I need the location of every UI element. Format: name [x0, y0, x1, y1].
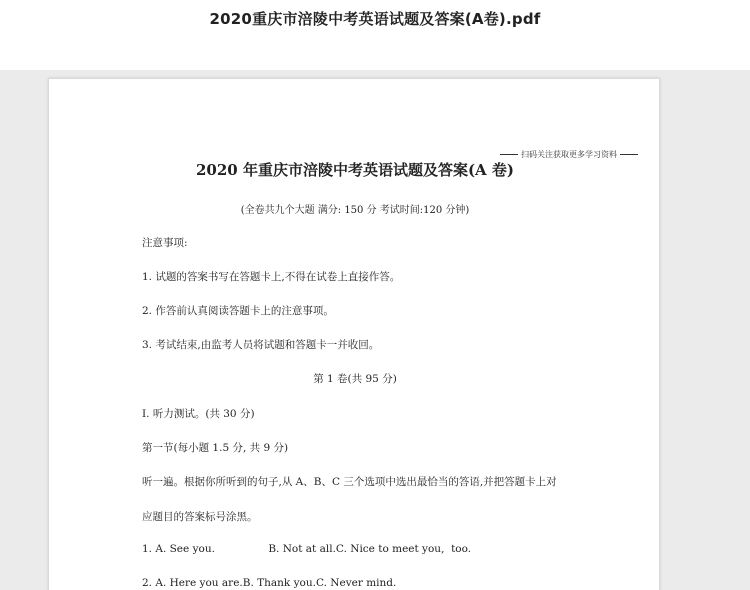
instruction-line-2: 应题目的答案标号涂黑。: [142, 511, 258, 523]
watermark-right-rule: [620, 154, 638, 155]
watermark-left-rule: [500, 154, 518, 155]
instruction-line-1: 听一遍。根据你所听到的句子,从 A、B、C 三个选项中选出最恰当的答语,并把答题卡上对: [142, 476, 557, 488]
document-subtitle: (全卷共九个大题 满分: 150 分 考试时间:120 分钟): [240, 205, 470, 216]
part-heading: 第 1 卷(共 95 分): [313, 373, 397, 385]
section-heading: I. 听力测试。(共 30 分): [142, 408, 255, 420]
question-1: 1. A. See you. B. Not at all.C. Nice to meet you, too.: [142, 543, 472, 555]
notice-item-2: 2. 作答前认真阅读答题卡上的注意事项。: [142, 305, 334, 317]
notice-item-1: 1. 试题的答案书写在答题卡上,不得在试卷上直接作答。: [142, 271, 401, 283]
notice-item-3: 3. 考试结束,由监考人员将试题和答题卡一并收回。: [142, 339, 380, 351]
subsection-heading: 第一节(每小题 1.5 分, 共 9 分): [142, 442, 289, 454]
viewer-title-bar: [0, 0, 750, 70]
watermark-text: 扫码关注获取更多学习资料: [521, 150, 617, 159]
question-2: 2. A. Here you are.B. Thank you.C. Never mind.: [142, 577, 397, 589]
document-title: 2020 年重庆市涪陵中考英语试题及答案(A 卷): [195, 161, 515, 179]
pdf-page: [48, 78, 660, 590]
file-title: 2020重庆市涪陵中考英语试题及答案(A卷).pdf: [209, 10, 541, 28]
notice-heading: 注意事项:: [142, 237, 188, 249]
